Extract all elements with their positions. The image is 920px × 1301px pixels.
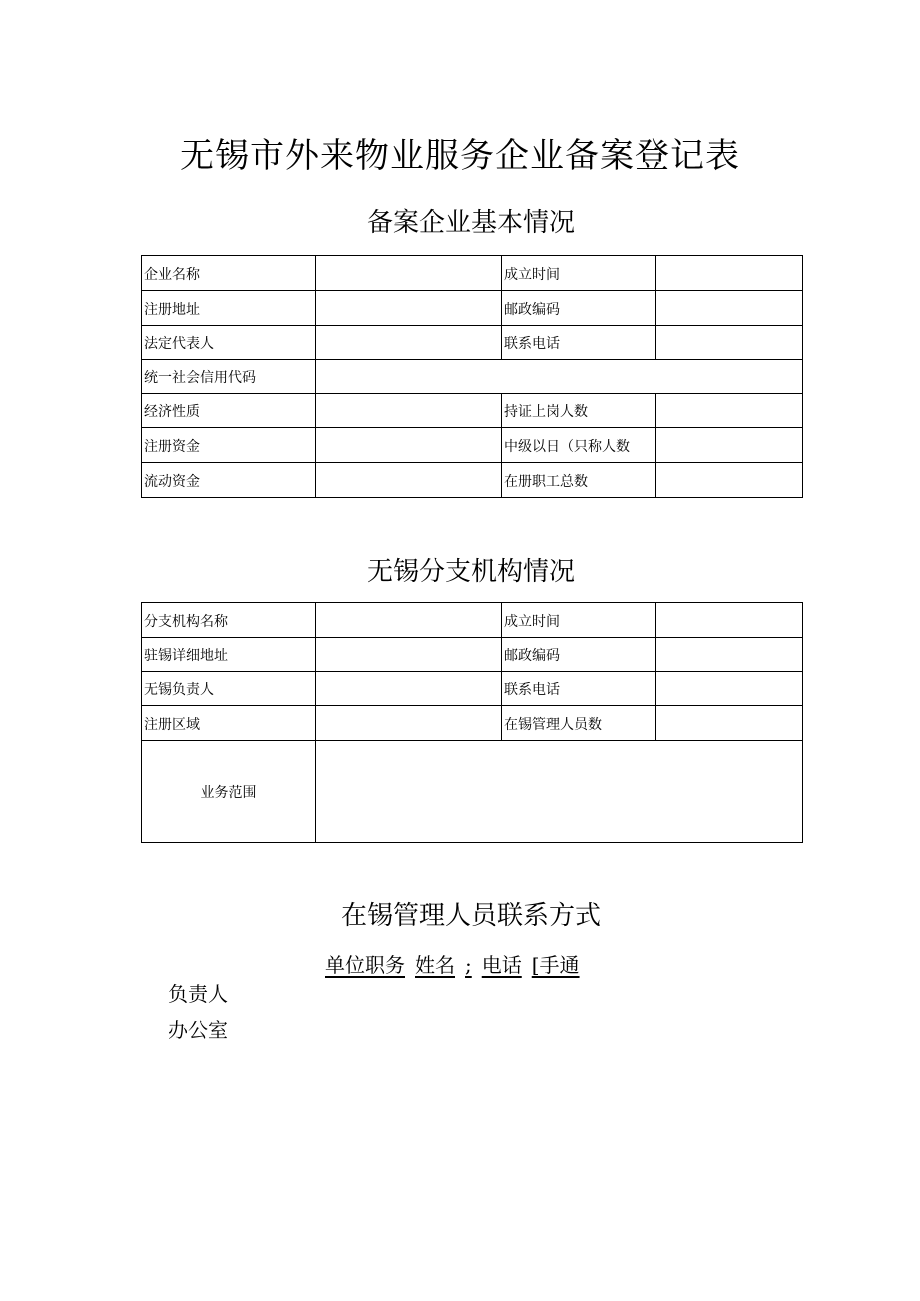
postal-code-label: 邮政编码 <box>502 291 656 326</box>
total-staff-field[interactable] <box>656 463 803 498</box>
branch-name-field[interactable] <box>316 603 502 638</box>
table-row <box>142 638 803 672</box>
established-date-field[interactable] <box>656 256 803 291</box>
management-staff-label: 在锡管理人员数 <box>502 706 656 741</box>
phone-header: 电话 <box>481 953 522 977</box>
mobile-header: [手通 <box>531 953 580 977</box>
registered-capital-field[interactable] <box>316 428 502 463</box>
branch-manager-label: 无锡负责人 <box>142 672 316 706</box>
section-title-contacts: 在锡管理人员联系方式 <box>340 901 601 931</box>
branch-manager-field[interactable] <box>316 672 502 706</box>
contact-row-office: 办公室 <box>168 1018 228 1042</box>
basic-info-table <box>141 255 803 498</box>
branch-established-label: 成立时间 <box>502 603 656 638</box>
legal-representative-label: 法定代表人 <box>142 326 316 360</box>
branch-phone-field[interactable] <box>656 672 803 706</box>
management-staff-field[interactable] <box>656 706 803 741</box>
branch-phone-label: 联系电话 <box>502 672 656 706</box>
registered-capital-label: 注册资金 <box>142 428 316 463</box>
table-row <box>142 463 803 498</box>
position-header: 单位职务 <box>325 953 405 977</box>
table-row <box>142 603 803 638</box>
contact-row-manager: 负责人 <box>168 982 228 1006</box>
certified-staff-label: 持证上岗人数 <box>502 394 656 428</box>
section-title-branch-info: 无锡分支机构情况 <box>366 557 575 587</box>
economic-nature-label: 经济性质 <box>142 394 316 428</box>
contact-header-row <box>325 949 580 978</box>
branch-address-field[interactable] <box>316 638 502 672</box>
working-capital-field[interactable] <box>316 463 502 498</box>
economic-nature-field[interactable] <box>316 394 502 428</box>
table-row <box>142 360 803 394</box>
contact-phone-label: 联系电话 <box>502 326 656 360</box>
table-row <box>142 326 803 360</box>
name-header: 姓名 <box>415 953 455 977</box>
contact-phone-field[interactable] <box>656 326 803 360</box>
branch-postal-code-field[interactable] <box>656 638 803 672</box>
branch-postal-code-label: 邮政编码 <box>502 638 656 672</box>
credit-code-label: 统一社会信用代码 <box>142 360 316 394</box>
branch-info-table <box>141 602 803 843</box>
registered-area-label: 注册区域 <box>142 706 316 741</box>
registered-area-field[interactable] <box>316 706 502 741</box>
business-scope-label: 业务范围 <box>142 741 316 843</box>
intermediate-title-field[interactable] <box>656 428 803 463</box>
postal-code-field[interactable] <box>656 291 803 326</box>
company-name-field[interactable] <box>316 256 502 291</box>
table-row <box>142 672 803 706</box>
page-title: 无锡市外来物业服务企业备案登记表 <box>180 136 740 176</box>
certified-staff-field[interactable] <box>656 394 803 428</box>
branch-established-field[interactable] <box>656 603 803 638</box>
working-capital-label: 流动资金 <box>142 463 316 498</box>
branch-address-label: 驻锡详细地址 <box>142 638 316 672</box>
established-date-label: 成立时间 <box>502 256 656 291</box>
table-row <box>142 706 803 741</box>
company-name-label: 企业名称 <box>142 256 316 291</box>
registered-address-field[interactable] <box>316 291 502 326</box>
table-row <box>142 428 803 463</box>
legal-representative-field[interactable] <box>316 326 502 360</box>
separator-header: ; <box>465 953 472 977</box>
business-scope-field[interactable] <box>316 741 803 843</box>
intermediate-title-label: 中级以日（只称人数 <box>502 428 656 463</box>
table-row <box>142 256 803 291</box>
table-row <box>142 291 803 326</box>
table-row <box>142 741 803 843</box>
registered-address-label: 注册地址 <box>142 291 316 326</box>
section-title-basic-info: 备案企业基本情况 <box>366 208 575 238</box>
total-staff-label: 在册职工总数 <box>502 463 656 498</box>
branch-name-label: 分支机构名称 <box>142 603 316 638</box>
credit-code-field[interactable] <box>316 360 803 394</box>
table-row <box>142 394 803 428</box>
